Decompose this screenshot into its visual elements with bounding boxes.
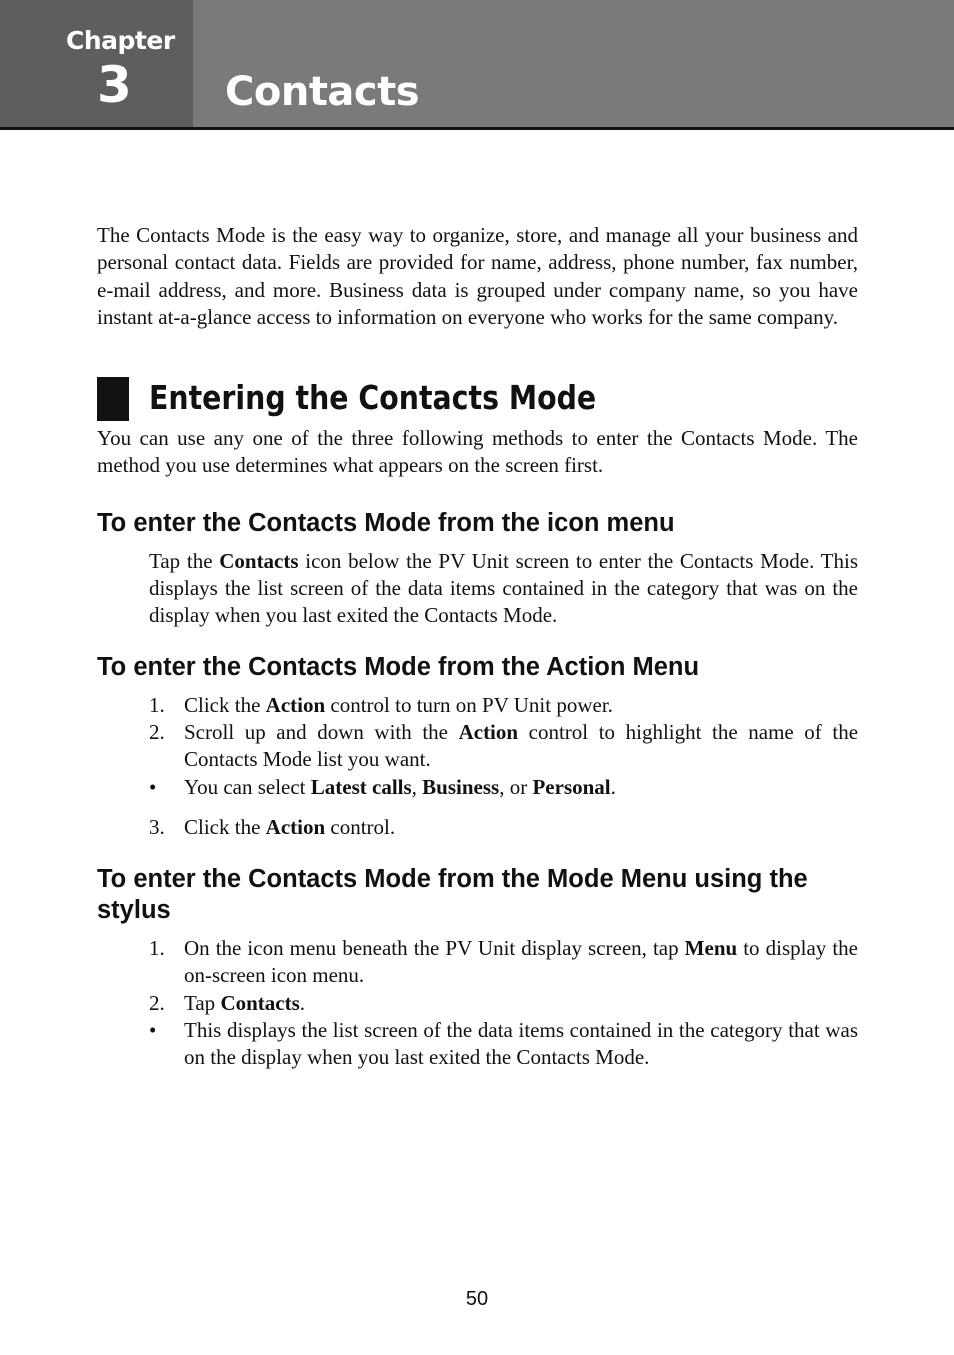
intro-paragraph: The Contacts Mode is the easy way to organize, store, and manage all your business and personal contact data. Fields are provided for name, address, phone number, fax number, e-mail address, and more. Business data is grouped under company name, so you have instant at-a-glance access to information on everyone who works for the same company. — [97, 223, 858, 329]
list-item: 3. Click the Action control. — [149, 814, 396, 839]
icon-menu-paragraph: Tap the Contacts icon below the PV Unit screen to enter the Contacts Mode. This displays the list screen of the data items contained in the category that was on the display when you last exited the Contacts Mode. — [149, 548, 858, 628]
page-content — [97, 222, 858, 1072]
subheading-icon-menu: To enter the Contacts Mode from the icon menu — [97, 508, 675, 537]
action-menu-steps — [97, 692, 858, 841]
section-intro: You can use any one of the three following methods to enter the Contacts Mode. The method you use determines what appears on the screen first. — [97, 426, 858, 478]
chapter-title: Contacts — [225, 69, 420, 115]
mode-menu-steps — [97, 935, 858, 1071]
section-title: Entering the Contacts Mode — [149, 378, 597, 418]
section-marker-icon — [97, 377, 129, 421]
list-item: 2. Scroll up and down with the Action control to highlight the name of the Contacts Mode list you want. — [149, 719, 859, 772]
list-item: 1. Click the Action control to turn on PV Unit power. — [149, 692, 613, 717]
list-item: 2. Tap Contacts. — [149, 990, 306, 1015]
chapter-header — [0, 0, 954, 130]
list-item: 1. On the icon menu beneath the PV Unit display screen, tap Menu to display the on-screen icon menu. — [149, 936, 858, 988]
page-number: 50 — [465, 1288, 489, 1310]
subheading-mode-menu: To enter the Contacts Mode from the Mode Menu using the stylus — [97, 865, 808, 925]
subheading-action-menu: To enter the Contacts Mode from the Action Menu — [97, 652, 700, 681]
list-item: • This displays the list screen of the data items contained in the category that was on the display when you last exited the Contacts Mode. — [149, 1018, 858, 1070]
list-item: • You can select Latest calls, Business, or Personal. — [149, 774, 616, 799]
section-heading — [97, 377, 858, 425]
chapter-label-box — [0, 0, 193, 127]
chapter-word: Chapter — [66, 26, 175, 55]
chapter-number: 3 — [97, 56, 132, 114]
